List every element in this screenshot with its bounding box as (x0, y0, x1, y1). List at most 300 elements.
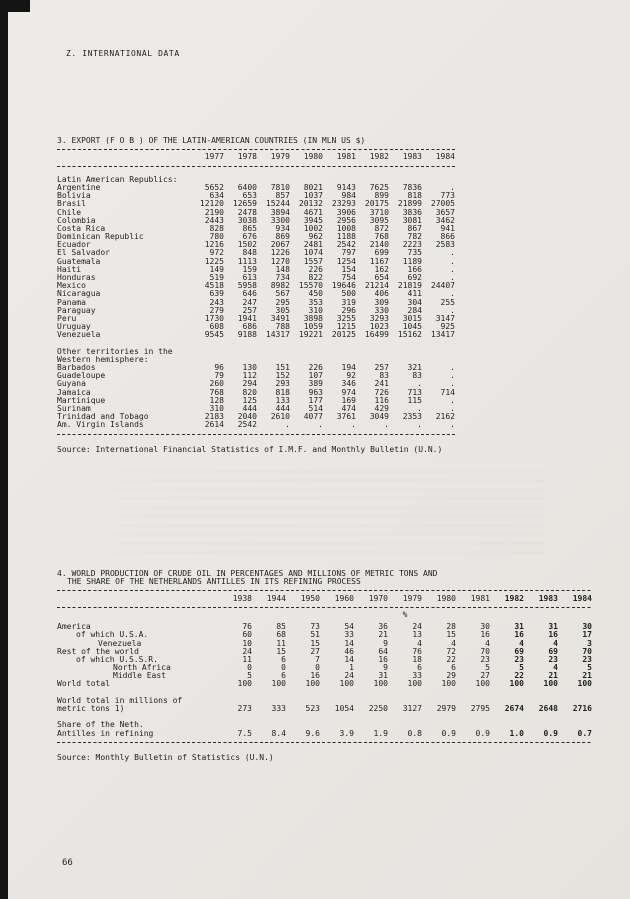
value-cell: 100 (373, 679, 388, 689)
value-cell: 714 (440, 387, 455, 397)
value-cell: 112 (242, 371, 257, 381)
value-cell: 1254 (336, 256, 356, 266)
value-cell: 14 (344, 654, 354, 664)
value-cell: 782 (407, 232, 422, 242)
value-cell: 734 (275, 273, 290, 282)
value-cell: 21819 (397, 281, 422, 291)
value-cell: 2183 (204, 412, 224, 422)
value-cell: 21 (548, 671, 558, 681)
year-header: 1970 (368, 593, 388, 603)
row-label: Mexico (57, 282, 86, 291)
value-cell: 820 (242, 387, 257, 397)
summary-label-line2: metric tons 1) (57, 705, 125, 713)
value-cell: 257 (374, 363, 389, 373)
value-cell: 33 (344, 630, 354, 640)
value-cell: 0.9 (441, 728, 456, 738)
value-cell: 27 (480, 671, 490, 681)
value-cell: 154 (341, 264, 356, 274)
value-cell: 54 (344, 622, 354, 632)
table-row (57, 331, 455, 339)
value-cell: 3 (587, 638, 592, 648)
value-cell: 17 (582, 630, 592, 640)
value-cell: 9.6 (305, 728, 320, 738)
value-cell: 100 (339, 679, 354, 689)
value-cell: 70 (582, 646, 592, 656)
value-cell: 9545 (204, 330, 224, 340)
value-cell: 3894 (270, 207, 290, 217)
row-label: Paraguay (57, 306, 96, 315)
value-cell: 20125 (331, 330, 356, 340)
value-cell: 869 (275, 232, 290, 242)
value-cell: 7836 (402, 182, 422, 192)
value-cell: 1188 (336, 232, 356, 242)
row-label: Middle East (113, 672, 166, 681)
value-cell: 3300 (270, 215, 290, 225)
value-cell: 100 (441, 679, 456, 689)
value-cell: 107 (308, 371, 323, 381)
value-cell: 797 (341, 248, 356, 258)
value-cell: 1045 (402, 322, 422, 332)
value-cell: 125 (242, 395, 257, 405)
value-cell: 22 (514, 671, 524, 681)
value-cell: 23 (514, 654, 524, 664)
value-cell: 20132 (298, 199, 323, 209)
value-cell: 22 (446, 654, 456, 664)
value-cell: 3761 (336, 412, 356, 422)
row-label: of which U.S.S.R. (76, 655, 158, 664)
value-cell: 96 (214, 363, 224, 373)
row-label: Venezuela (98, 639, 142, 648)
unit-row (57, 611, 592, 619)
value-cell: 11 (242, 654, 252, 664)
year-header: 1977 (204, 152, 224, 162)
value-cell: 5652 (204, 182, 224, 192)
value-cell: 822 (308, 273, 323, 282)
value-cell: 1557 (303, 256, 323, 266)
value-cell: 321 (407, 363, 422, 373)
value-cell: 866 (440, 232, 455, 242)
value-cell: . (417, 404, 422, 413)
value-cell: 23 (582, 654, 592, 664)
value-cell: 1023 (369, 322, 389, 332)
value-cell: 159 (242, 264, 257, 274)
value-cell: 19221 (298, 330, 323, 340)
value-cell: 899 (374, 191, 389, 201)
value-cell: 31 (548, 622, 558, 632)
unit-label: % (402, 609, 408, 619)
row-label: Ecuador (57, 241, 91, 250)
value-cell: 31 (514, 622, 524, 632)
value-cell: 21214 (364, 281, 389, 291)
value-cell: 974 (341, 387, 356, 397)
value-cell: 92 (346, 371, 356, 381)
table3-source: Source: International Financial Statistics of I.M.F. and Monthly Bulletin (U.N.) (57, 444, 443, 454)
value-cell: 7625 (369, 182, 389, 192)
value-cell: 4671 (303, 207, 323, 217)
year-header: 1983 (402, 152, 422, 162)
value-cell: 27005 (430, 199, 455, 209)
value-cell: 848 (242, 248, 257, 258)
value-cell: 3.9 (339, 728, 354, 738)
value-cell: 13417 (430, 330, 455, 340)
value-cell: 0 (315, 663, 320, 673)
value-cell: 2067 (270, 240, 290, 250)
value-cell: 699 (374, 248, 389, 258)
row-label: Martinique (57, 396, 106, 405)
value-cell: 768 (374, 232, 389, 242)
value-cell: 963 (308, 387, 323, 397)
value-cell: 100 (271, 679, 286, 689)
summary-value-row (57, 730, 592, 738)
value-cell: 519 (209, 273, 224, 282)
value-cell: 972 (209, 248, 224, 258)
table-row (57, 421, 455, 429)
value-cell: 1941 (237, 313, 257, 323)
scan-edge-artifact (0, 0, 8, 899)
year-header: 1979 (402, 593, 422, 603)
value-cell: . (450, 379, 455, 389)
value-cell: . (450, 264, 455, 274)
value-cell: 30 (582, 622, 592, 632)
value-cell: 1 (349, 663, 354, 673)
value-cell: 60 (242, 630, 252, 640)
year-header: 1981 (336, 152, 356, 162)
row-label: Venezuela (57, 331, 101, 340)
value-cell: 8021 (303, 182, 323, 192)
row-label: El Salvador (57, 249, 110, 258)
row-label: Rest of the world (57, 647, 139, 656)
value-cell: 686 (242, 322, 257, 332)
value-cell: 3293 (369, 313, 389, 323)
value-cell: 310 (209, 404, 224, 413)
value-cell: 0.9 (475, 728, 490, 738)
value-cell: 692 (407, 273, 422, 282)
value-cell: 1.0 (509, 728, 524, 738)
value-cell: . (384, 420, 389, 430)
value-cell: 2162 (435, 412, 455, 422)
value-cell: 3462 (435, 215, 455, 225)
value-cell: 8.4 (271, 728, 286, 738)
value-cell: . (450, 248, 455, 258)
value-cell: 73 (310, 622, 320, 632)
value-cell: 654 (374, 273, 389, 282)
value-cell: 780 (209, 232, 224, 242)
value-cell: 3038 (237, 215, 257, 225)
table4-source: Source: Monthly Bulletin of Statistics (U.N.) (57, 753, 274, 763)
value-cell: 16 (310, 671, 320, 681)
value-cell: 1215 (336, 322, 356, 332)
value-cell: 925 (440, 322, 455, 332)
value-cell: 333 (271, 704, 286, 713)
value-cell: . (450, 371, 455, 381)
value-cell: 24407 (430, 281, 455, 291)
value-cell: 16 (480, 630, 490, 640)
dashed-divider (57, 603, 592, 611)
value-cell: 1216 (204, 240, 224, 250)
value-cell: 6 (451, 663, 456, 673)
value-cell: 46 (344, 646, 354, 656)
value-cell: 8982 (270, 281, 290, 291)
value-cell: 12659 (232, 199, 257, 209)
value-cell: 24 (344, 671, 354, 681)
value-cell: . (417, 420, 422, 430)
value-cell: 76 (242, 622, 252, 632)
value-cell: 818 (275, 387, 290, 397)
value-cell: 984 (341, 191, 356, 201)
value-cell: 310 (308, 305, 323, 315)
row-label: Am. Virgin Islands (57, 421, 144, 430)
table-row (57, 680, 592, 688)
value-cell: 16 (548, 630, 558, 640)
value-cell: 1225 (204, 256, 224, 266)
row-label: of which U.S.A. (76, 631, 149, 640)
value-cell: 1113 (237, 256, 257, 266)
value-cell: . (417, 379, 422, 389)
value-cell: 166 (407, 264, 422, 274)
value-cell: . (351, 420, 356, 430)
row-label-spacer (57, 153, 191, 161)
value-cell: 941 (440, 223, 455, 233)
value-cell: 2956 (336, 215, 356, 225)
value-cell: 100 (237, 679, 252, 689)
value-cell: 5 (247, 671, 252, 681)
value-cell: 444 (275, 404, 290, 413)
value-cell: 6 (281, 654, 286, 664)
value-cell: 330 (374, 305, 389, 315)
value-cell: 13 (412, 630, 422, 640)
dashed-divider (57, 145, 455, 153)
value-cell: 152 (275, 371, 290, 381)
value-cell: 653 (242, 191, 257, 201)
row-label: Peru (57, 314, 77, 323)
value-cell: 15570 (298, 281, 323, 291)
row-label: Trinidad and Tobago (57, 413, 149, 422)
summary-label-line1: Share of the Neth. (57, 720, 144, 730)
value-cell: 872 (374, 223, 389, 233)
value-cell: 28 (446, 622, 456, 632)
year-header: 1950 (300, 593, 320, 603)
value-cell: 51 (310, 630, 320, 640)
table-row (57, 664, 592, 672)
value-cell: 1054 (334, 704, 354, 713)
value-cell: 2040 (237, 412, 257, 422)
value-cell: 14 (344, 638, 354, 648)
value-cell: 16 (514, 630, 524, 640)
dashed-divider (57, 162, 455, 170)
value-cell: 4 (519, 638, 524, 648)
value-cell: 0 (281, 663, 286, 673)
value-cell: 7 (315, 654, 320, 664)
table4-summary-rows (57, 689, 592, 738)
row-label: North Africa (113, 664, 171, 673)
value-cell: 3710 (369, 207, 389, 217)
value-cell: 754 (341, 273, 356, 282)
value-cell: 4518 (204, 281, 224, 291)
value-cell: 634 (209, 191, 224, 201)
value-cell: . (318, 420, 323, 430)
value-cell: 4077 (303, 412, 323, 422)
row-label: Nicaragua (57, 290, 101, 299)
value-cell: 3836 (402, 207, 422, 217)
value-cell: 69 (548, 646, 558, 656)
value-cell: 23 (548, 654, 558, 664)
value-cell: . (450, 256, 455, 266)
dashed-divider (57, 586, 592, 594)
value-cell: 11 (276, 638, 286, 648)
value-cell: 23293 (331, 199, 356, 209)
value-cell: 128 (209, 395, 224, 405)
row-label: World total (57, 680, 110, 689)
year-header: 1980 (303, 152, 323, 162)
value-cell: 247 (242, 297, 257, 307)
value-cell: 3147 (435, 313, 455, 323)
table3-title: 3. EXPORT (F O B ) OF THE LATIN-AMERICAN COUNTRIES (IN MLN US $) (57, 136, 366, 145)
value-cell: 389 (308, 379, 323, 389)
value-cell: 1167 (369, 256, 389, 266)
value-cell: 10 (242, 638, 252, 648)
value-cell: 773 (440, 191, 455, 201)
value-cell: 15 (276, 646, 286, 656)
value-cell: 411 (407, 289, 422, 299)
year-header: 1944 (266, 593, 286, 603)
row-label: Panama (57, 298, 86, 307)
value-cell: 646 (242, 289, 257, 299)
value-cell: 18 (412, 654, 422, 664)
value-cell: 514 (308, 404, 323, 413)
value-cell: 613 (242, 273, 257, 282)
value-cell: 2614 (204, 420, 224, 430)
value-cell: 353 (308, 297, 323, 307)
value-cell: 21899 (397, 199, 422, 209)
value-cell: 100 (407, 679, 422, 689)
value-cell: 16499 (364, 330, 389, 340)
value-cell: 4 (553, 638, 558, 648)
value-cell: 257 (242, 305, 257, 315)
value-cell: 2610 (270, 412, 290, 422)
value-cell: 69 (514, 646, 524, 656)
page-number: 66 (62, 858, 73, 868)
value-cell: 15162 (397, 330, 422, 340)
row-label: Bolivia (57, 192, 91, 201)
value-cell: 31 (378, 671, 388, 681)
value-cell: 676 (242, 232, 257, 242)
value-cell: 151 (275, 363, 290, 373)
value-cell: 23 (480, 654, 490, 664)
value-cell: 21 (378, 630, 388, 640)
value-cell: 4 (485, 638, 490, 648)
value-cell: 296 (341, 305, 356, 315)
year-header: 1978 (237, 152, 257, 162)
value-cell: 2250 (368, 704, 388, 713)
value-cell: 295 (275, 297, 290, 307)
value-cell: 177 (308, 395, 323, 405)
value-cell: 1730 (204, 313, 224, 323)
value-cell: 294 (242, 379, 257, 389)
value-cell: 24 (242, 646, 252, 656)
value-cell: 9143 (336, 182, 356, 192)
value-cell: 444 (242, 404, 257, 413)
page-header: Z. INTERNATIONAL DATA (66, 49, 180, 58)
value-cell: 21 (582, 671, 592, 681)
value-cell: 6 (281, 671, 286, 681)
value-cell: 3255 (336, 313, 356, 323)
value-cell: 100 (543, 679, 558, 689)
value-cell: 713 (407, 387, 422, 397)
value-cell: 83 (379, 371, 389, 381)
value-cell: 70 (480, 646, 490, 656)
table4-years-header (57, 595, 592, 603)
value-cell: 5958 (237, 281, 257, 291)
value-cell: 241 (374, 379, 389, 389)
value-cell: 346 (341, 379, 356, 389)
value-cell: 304 (407, 297, 422, 307)
value-cell: 2140 (369, 240, 389, 250)
year-header: 1938 (232, 593, 252, 603)
year-header: 1984 (435, 152, 455, 162)
group-label-territories-line1: Other territories in the (57, 346, 173, 356)
value-cell: 429 (374, 404, 389, 413)
scan-corner-artifact (0, 0, 30, 12)
value-cell: 16 (378, 654, 388, 664)
value-cell: 406 (374, 289, 389, 299)
value-cell: 865 (242, 223, 257, 233)
value-cell: 934 (275, 223, 290, 233)
row-label: Costa Rica (57, 224, 106, 233)
row-label: Barbados (57, 364, 96, 373)
value-cell: 7.5 (237, 728, 252, 738)
value-cell: 0.7 (577, 728, 592, 738)
value-cell: 1037 (303, 191, 323, 201)
value-cell: 3491 (270, 313, 290, 323)
row-label: Guadeloupe (57, 372, 106, 381)
table4-title-line2: THE SHARE OF THE NETHERLANDS ANTILLES IN ITS REFINING PROCESS (67, 577, 361, 587)
value-cell: 20175 (364, 199, 389, 209)
summary-value-row (57, 705, 592, 713)
value-cell: 85 (276, 622, 286, 632)
value-cell: 12120 (199, 199, 224, 209)
value-cell: 1002 (303, 223, 323, 233)
table-crude-oil-section (57, 570, 592, 762)
value-cell: . (450, 420, 455, 430)
value-cell: 857 (275, 191, 290, 201)
value-cell: 1502 (237, 240, 257, 250)
value-cell: 867 (407, 223, 422, 233)
value-cell: 0.9 (543, 728, 558, 738)
summary-label-line1: World total in millions of (57, 695, 183, 705)
value-cell: 100 (577, 679, 592, 689)
value-cell: 3657 (435, 207, 455, 217)
summary-label-line2: Antilles in refining (57, 729, 154, 738)
table3-rows-republics (57, 184, 455, 340)
row-label: Argentine (57, 183, 101, 192)
value-cell: . (450, 404, 455, 413)
value-cell: 2716 (572, 704, 592, 713)
value-cell: 169 (341, 395, 356, 405)
value-cell: 523 (305, 704, 320, 713)
year-header: 1960 (334, 593, 354, 603)
value-cell: 243 (209, 297, 224, 307)
value-cell: 149 (209, 264, 224, 274)
year-header: 1980 (436, 593, 456, 603)
value-cell: 64 (378, 646, 388, 656)
value-cell: 319 (341, 297, 356, 307)
value-cell: 226 (308, 363, 323, 373)
row-label: Guyana (57, 380, 86, 389)
value-cell: 226 (308, 264, 323, 274)
value-cell: 4 (553, 663, 558, 673)
bleed-through-artifact (115, 468, 545, 560)
value-cell: 100 (475, 679, 490, 689)
